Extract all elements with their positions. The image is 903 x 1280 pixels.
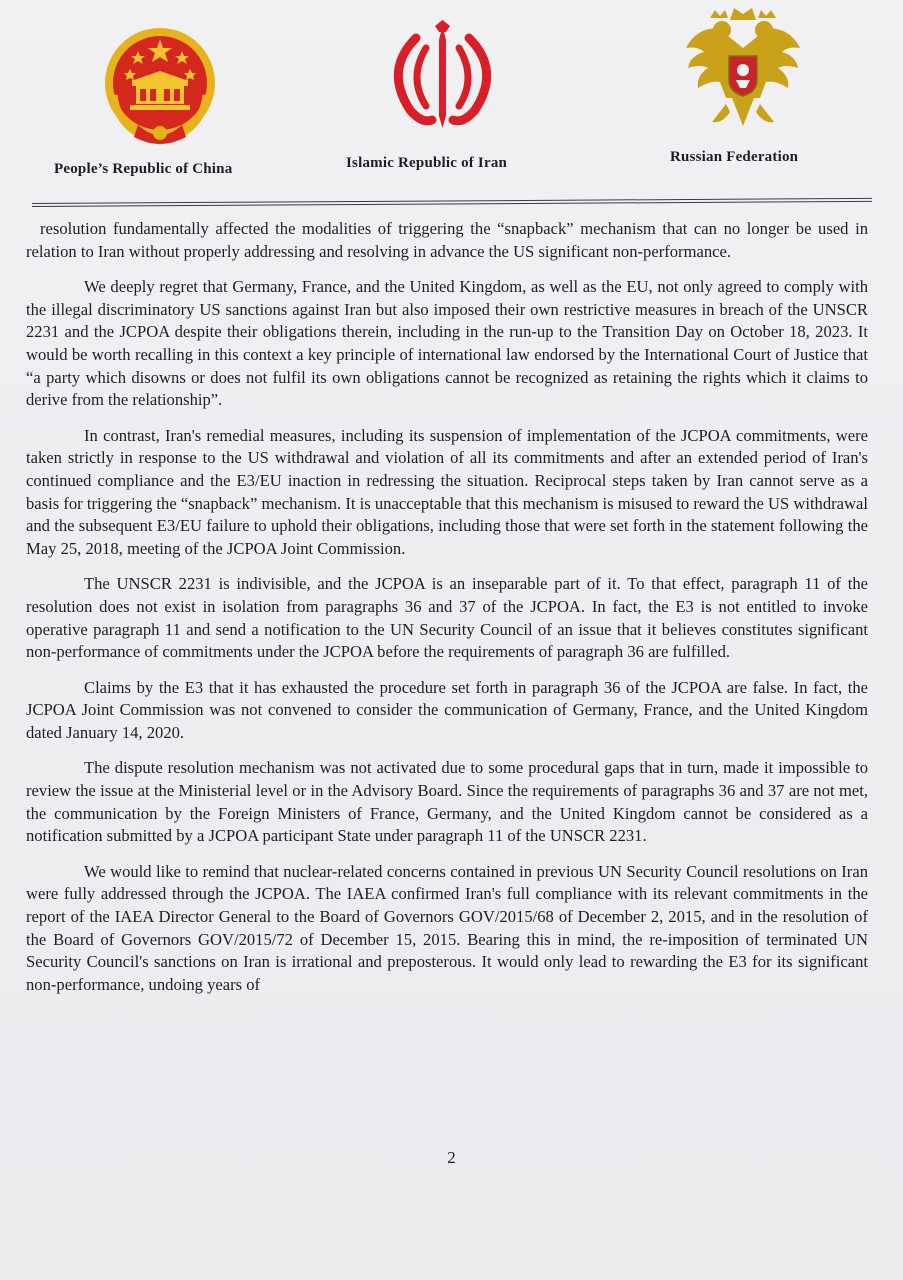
paragraph: We would like to remind that nuclear-related concerns contained in previous UN Security Council resolutions on Iran were fully addressed through the JCPOA. The IAEA confirmed Iran's full compliance with its relevant commitments in the report of the IAEA Director General to the Board of Governors GOV/2015/68 of December 2, 2015, and in the resolution of the Board of Governors GOV/2015/72 of December 15, 2015. Bearing this in mind, the re-imposition of terminated UN Security Council's sanctions on Iran is irrational and preposterous. It would only lead to rewarding the E3 for its significant non-performance, undoing years of — [26, 861, 868, 994]
country-name-iran: Islamic Republic of Iran — [346, 155, 508, 171]
china-emblem-icon — [100, 25, 220, 150]
paragraph: In contrast, Iran's remedial measures, including its suspension of implementation of the JCPOA commitments, were taken strictly in response to the US withdrawal and violation of all its commitments and after an extended period of Iran's continued compliance and the E3/EU inaction in redressing the situation. Reciprocal steps taken by Iran cannot serve as a basis for triggering the “snapback” mechanism. It is unacceptable that this mechanism is misused to reward the US withdrawal and the subsequent E3/EU failure to uphold their obligations, including those that were set forth in the statement following the May 25, 2018, meeting of the JCPOA Joint Commission. — [26, 425, 868, 558]
page-number: 2 — [447, 1148, 456, 1167]
paragraph-continuation: resolution fundamentally affected the modalities of triggering the “snapback” mechanism that can no longer be used in relation to Iran without properly addressing and resolving in advance the US significant non-performance. — [26, 219, 868, 261]
document-body — [26, 218, 868, 1009]
paragraph: We deeply regret that Germany, France, and the United Kingdom, as well as the EU, not only agreed to comply with the illegal discriminatory US sanctions against Iran but also imposed their own restrictive measures in breach of the UNSCR 2231 and the JCPOA despite their obligations therein, including in the run-up to the Transition Day on October 18, 2023. It would be worth recalling in this context a key principle of international law endorsed by the International Court of Justice that “a party which disowns or does not fulfil its own obligations cannot be recognized as retaining the rights which it claims to derive from the relationship”. — [26, 277, 868, 410]
paragraph: The dispute resolution mechanism was not activated due to some procedural gaps that in turn, made it impossible to review the issue at the Ministerial level or in the Advisory Board. Since the requirements of paragraphs 36 and 37 are not met, the communication by the Foreign Ministers of France, Germany, and the United Kingdom cannot be considered as a notification submitted by a JCPOA participant State under paragraph 11 of the UNSCR 2231. — [26, 758, 868, 846]
iran-emblem-icon — [380, 20, 505, 132]
paragraph: The UNSCR 2231 is indivisible, and the JCPOA is an inseparable part of it. To that effect, paragraph 11 of the resolution does not exist in isolation from paragraphs 36 and 37 of the JCPOA. In fact, the E3 is not entitled to invoke operative paragraph 11 and send a notification to the UN Security Council of an issue that it believes constitutes significant non-performance of commitments under the JCPOA before the requirements of paragraph 36 are fulfilled. — [26, 574, 868, 662]
country-name-russia: Russian Federation — [670, 149, 799, 165]
paragraph: Claims by the E3 that it has exhausted the procedure set forth in paragraph 36 of the JCPOA are false. In fact, the JCPOA Joint Commission was not convened to consider the communication of Germany, France, and the United Kingdom dated January 14, 2020. — [26, 677, 868, 742]
country-name-china: People’s Republic of China — [54, 161, 233, 177]
russia-coat-of-arms-icon — [682, 8, 804, 134]
